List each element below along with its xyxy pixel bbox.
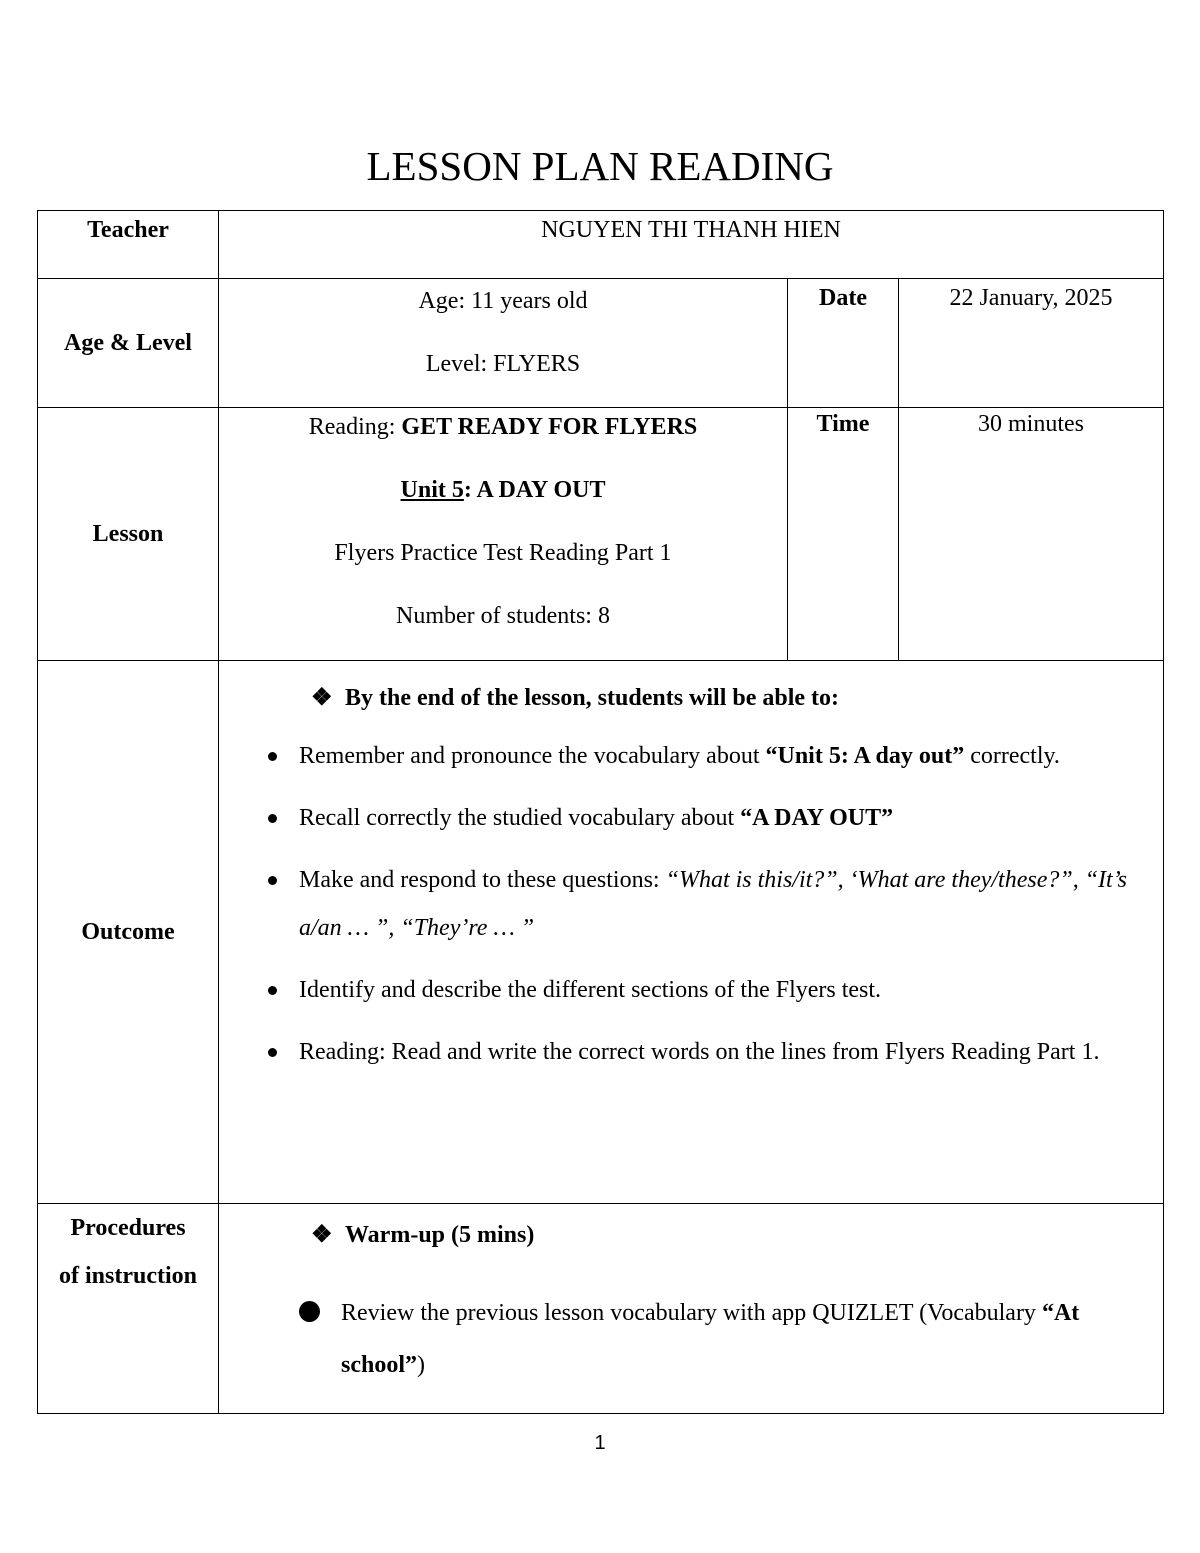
- row-lesson: [38, 408, 1164, 661]
- teacher-name: NGUYEN THI THANH HIEN: [219, 211, 1164, 279]
- outcome-list: [219, 732, 1163, 1076]
- bullet-dot-icon: [299, 1301, 320, 1322]
- row-age-level: [38, 279, 1164, 408]
- page-title: LESSON PLAN READING: [366, 143, 834, 189]
- bullet-dot-icon: [268, 752, 277, 761]
- outcome-item: Reading: Read and write the correct words on the lines from Flyers Reading Part 1.: [219, 1028, 1163, 1076]
- outcome-heading: ❖ By the end of the lesson, students will be able to:: [311, 685, 840, 711]
- diamond-bullet-icon: ❖: [311, 685, 333, 711]
- outcome-item: Make and respond to these questions: “What is this/it?”, ‘What are they/these?”, “It’s a/an … ”, “They’re … ”: [219, 856, 1163, 952]
- outcome-item: Identify and describe the different sections of the Flyers test.: [219, 966, 1163, 1014]
- lesson-reading-title: GET READY FOR FLYERS: [401, 414, 698, 440]
- row-procedures: [38, 1204, 1164, 1414]
- diamond-bullet-icon: ❖: [311, 1222, 333, 1248]
- lesson-details: [219, 408, 788, 661]
- bullet-dot-icon: [268, 1048, 277, 1057]
- bullet-dot-icon: [268, 986, 277, 995]
- outcome-item: Remember and pronounce the vocabulary about “Unit 5: A day out” correctly.: [219, 732, 1163, 780]
- time-label: Time: [788, 408, 899, 661]
- age-value: Age: 11 years old: [418, 288, 588, 314]
- warmup-item: Review the previous lesson vocabulary with app QUIZLET (Vocabulary “At school”): [341, 1287, 1143, 1391]
- lesson-students: Number of students: 8: [396, 603, 610, 629]
- outcome-label: Outcome: [38, 661, 219, 1204]
- time-value: 30 minutes: [899, 408, 1164, 661]
- bullet-dot-icon: [268, 876, 277, 885]
- lesson-reading: Reading: GET READY FOR FLYERS: [308, 414, 698, 440]
- age-level-values: [219, 279, 788, 408]
- page-number: 1: [594, 1432, 606, 1454]
- procedures-label: Procedures of instruction: [38, 1204, 219, 1414]
- outcome-item: Recall correctly the studied vocabulary about “A DAY OUT”: [219, 794, 1163, 842]
- age-level-label: Age & Level: [38, 279, 219, 408]
- unit-title: : A DAY OUT: [463, 477, 606, 503]
- lesson-plan-table: [37, 210, 1164, 1414]
- lesson-label: Lesson: [38, 408, 219, 661]
- lesson-practice: Flyers Practice Test Reading Part 1: [334, 540, 672, 566]
- date-value: 22 January, 2025: [899, 279, 1164, 408]
- row-teacher: [38, 211, 1164, 279]
- unit-label: Unit 5: [400, 477, 464, 503]
- date-label: Date: [788, 279, 899, 408]
- warmup-heading: ❖ Warm-up (5 mins): [311, 1222, 535, 1248]
- bullet-dot-icon: [268, 814, 277, 823]
- lesson-unit: [219, 472, 787, 508]
- level-value: Level: FLYERS: [425, 351, 581, 377]
- outcome-content: [219, 661, 1164, 1204]
- teacher-label: Teacher: [38, 211, 219, 279]
- procedures-content: [219, 1204, 1164, 1414]
- row-outcome: [38, 661, 1164, 1204]
